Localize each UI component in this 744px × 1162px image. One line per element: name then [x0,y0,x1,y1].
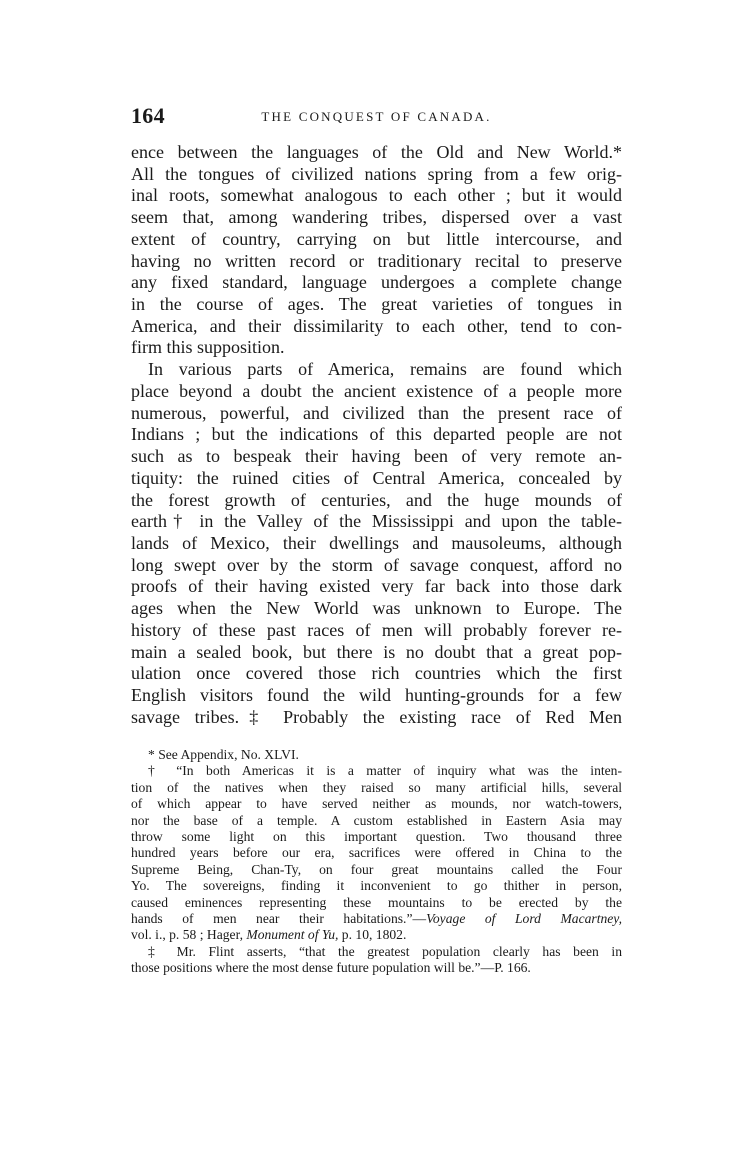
footnote-text: p. 10, 1802. [338,927,407,943]
body-line: numerous, powerful, and civilized than the present race of [131,402,622,423]
body-line: history of these past races of men will probably forever re- [131,619,622,640]
body-line: inal roots, somewhat analogous to each other ; but it would [131,185,622,206]
body-line: firm this supposition. [131,337,285,358]
body-line: America, and their dissimilarity to each other, tend to con- [131,315,622,336]
body-line: the forest growth of centuries, and the huge mounds of [131,489,622,510]
body-line: ence between the languages of the Old and New World.* [131,142,622,162]
body-line: savage tribes.‡ Probably the existing race of Red Men [131,706,622,727]
body-line: long swept over by the storm of savage conquest, afford no [131,554,622,575]
running-title: THE CONQUEST OF CANADA. [261,109,492,124]
citation-title: Monument of Yu, [246,927,339,943]
footnote-text: vol. i., p. 58 ; Hager, [131,927,247,943]
footnote-line: caused eminences representing these mountains to be erected by the [131,894,622,910]
page-number: 164 [131,103,165,128]
body-line: In various parts of America, remains are found which [148,359,622,380]
body-line: in the course of ages. The great varieties of tongues in [131,294,622,315]
body-line: ages when the New World was unknown to Europe. The [131,598,622,619]
body-line: seem that, among wandering tribes, dispersed over a vast [131,207,622,228]
body-line: having no written record or traditionary recital to preserve [131,250,622,271]
body-line: All the tongues of civilized nations spring from a few orig- [131,163,622,184]
body-line: ulation once covered those rich countries which the first [131,663,622,684]
footnote-line [131,927,622,943]
footnote-line: throw some light on this important question. Two thousand three [131,828,622,844]
body-line: English visitors found the wild hunting-grounds for a few [131,684,622,705]
footnote-line: nor the base of a temple. A custom established in Eastern Asia may [131,812,622,828]
footnote-line: of which appear to have served neither as mounds, nor watch-towers, [131,796,622,812]
body-line: any fixed standard, language undergoes a complete change [131,272,622,293]
footnote-appendix: * See Appendix, No. XLVI. [148,747,299,762]
body-line: extent of country, carrying on but little intercourse, and [131,228,622,249]
footnote-line: Yo. The sovereigns, finding it inconvenient to go thither in person, [131,878,622,894]
footnote-line: tion of the natives when they raised so many artificial hills, several [131,779,622,795]
body-line: Indians ; but the indications of this departed people are not [131,424,622,445]
footnote-line: Supreme Being, Chan-Ty, on four great mountains called the Four [131,861,622,877]
footnote-line: those positions where the most dense future population will be.”—P. 166. [131,960,531,976]
footnotes [131,747,622,976]
footnote-line [131,911,622,927]
body-line: main a sealed book, but there is no doubt that a great pop- [131,641,622,662]
footnote-text: hands of men near their habitations.”— [131,910,427,926]
footnote-line: hundred years before our era, sacrifices were offered in China to the [131,845,622,861]
body-line: proofs of their having existed very far back into those dark [131,576,622,597]
body-line: lands of Mexico, their dwellings and mausoleums, although [131,532,622,553]
citation-title: Voyage of Lord Macartney, [426,910,622,926]
footnote-line: ‡ Mr. Flint asserts, “that the greatest population clearly has been in [148,943,622,959]
footnote-line: † “In both Americas it is a matter of inquiry what was the inten- [148,763,622,779]
body-line: place beyond a doubt the ancient existence of a people more [131,380,622,401]
body-text [131,142,622,728]
body-line: tiquity: the ruined cities of Central America, concealed by [131,467,622,488]
page-header [131,103,622,131]
body-line: earth† in the Valley of the Mississippi and upon the table- [131,511,622,532]
body-line: such as to bespeak their having been of very remote an- [131,446,622,467]
